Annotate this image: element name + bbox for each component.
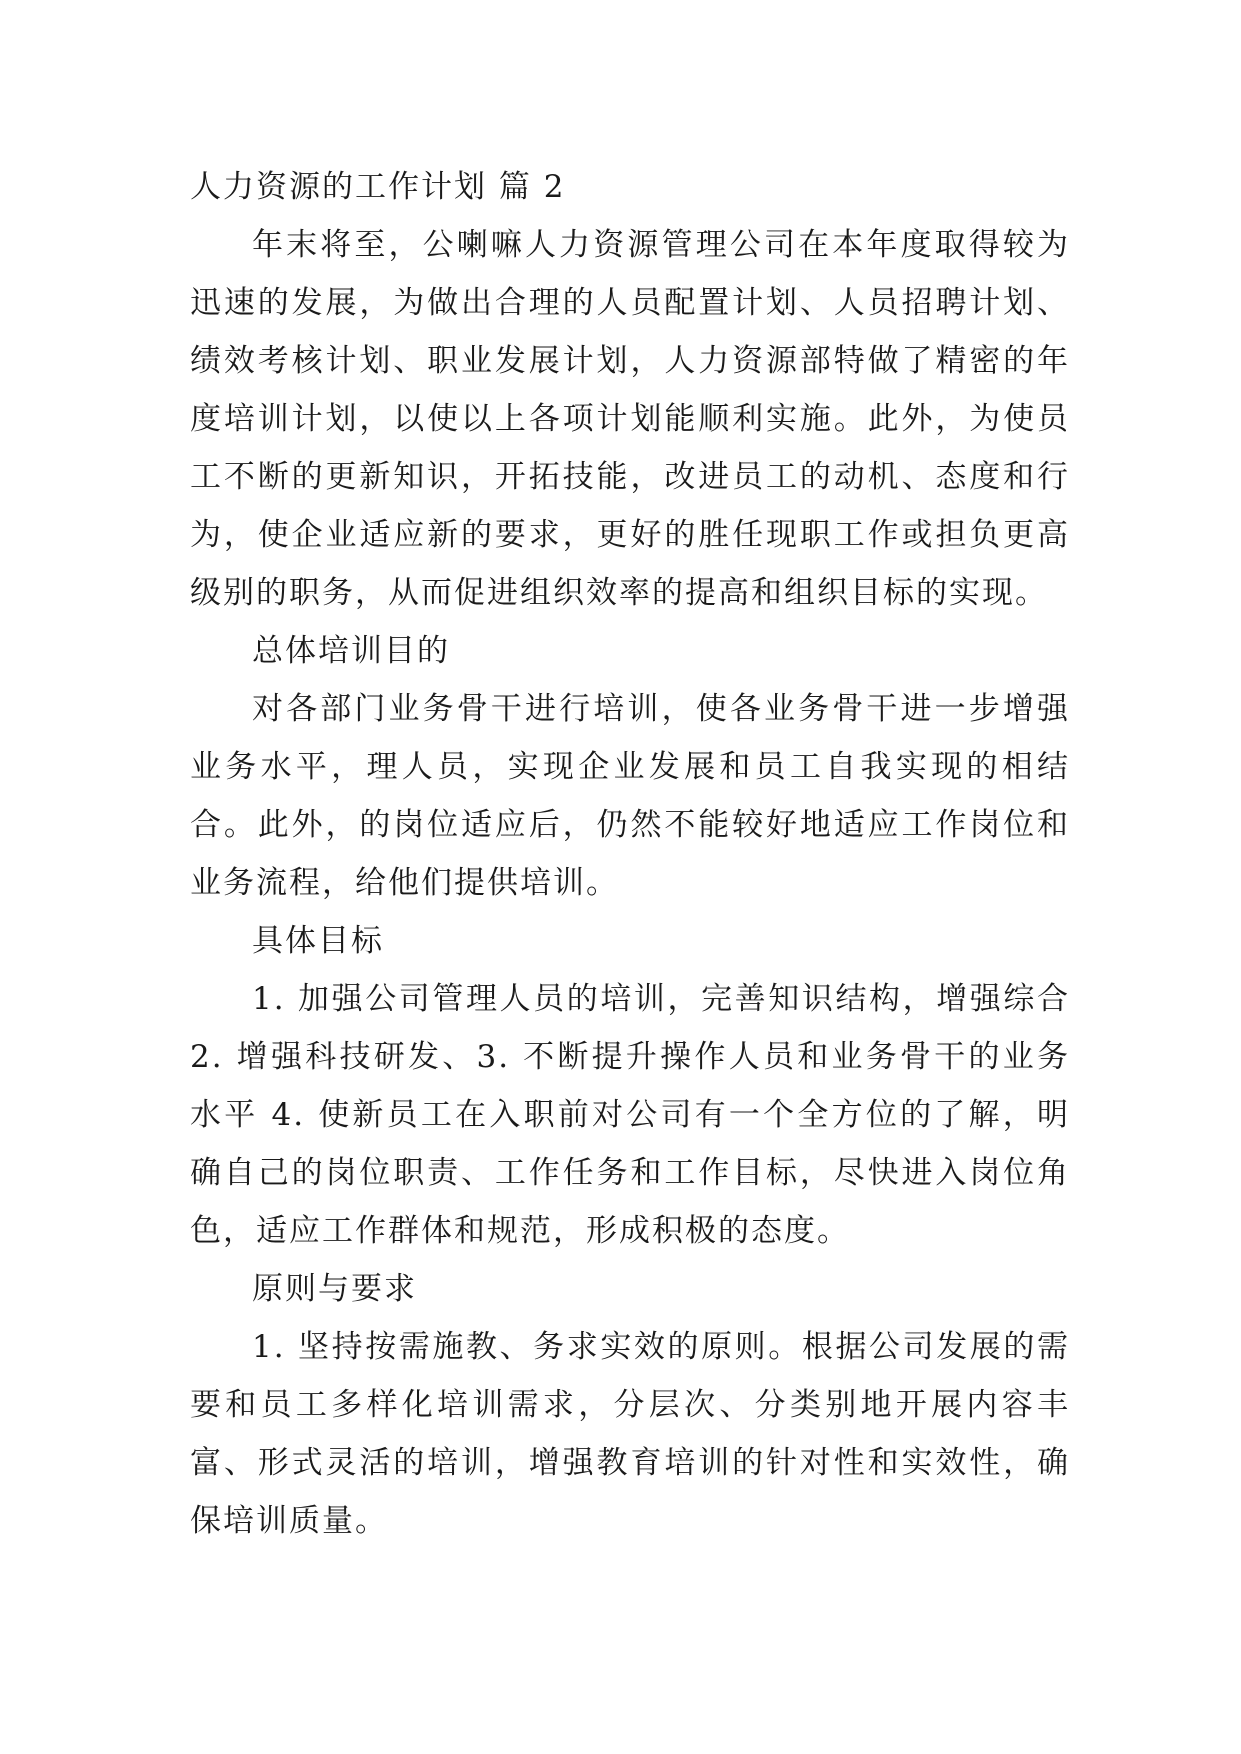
document-body bbox=[190, 158, 1070, 1550]
heading-specific-goals: 具体目标 bbox=[252, 923, 384, 959]
paragraph-intro: 年末将至，公喇嘛人力资源管理公司在本年度取得较为迅速的发展，为做出合理的人员配置计划、人员招聘计划、绩效考核计划、职业发展计划，人力资源部特做了精密的年度培训计划，以使以上各项计划能顺利实施。此外，为使员工不断的更新知识，开拓技能，改进员工的动机、态度和行为，使企业适应新的要求，更好的胜任现职工作或担负更高级别的职务，从而促进组织效率的提高和组织目标的实现。 bbox=[190, 227, 1070, 611]
paragraph-overall-training-goal: 对各部门业务骨干进行培训，使各业务骨干进一步增强业务水平，理人员，实现企业发展和员工自我实现的相结合。此外，的岗位适应后，仍然不能较好地适应工作岗位和业务流程，给他们提供培训。 bbox=[190, 691, 1070, 901]
document-title: 人力资源的工作计划 篇 2 bbox=[190, 169, 566, 205]
paragraph-principles-requirements: 1. 坚持按需施教、务求实效的原则。根据公司发展的需要和员工多样化培训需求，分层次、分类别地开展内容丰富、形式灵活的培训，增强教育培训的针对性和实效性，确保培训质量。 bbox=[190, 1329, 1070, 1539]
heading-principles-requirements: 原则与要求 bbox=[252, 1271, 417, 1307]
heading-overall-training-goal: 总体培训目的 bbox=[252, 633, 450, 669]
paragraph-specific-goals: 1. 加强公司管理人员的培训，完善知识结构，增强综合 2. 增强科技研发、3. 不断提升操作人员和业务骨干的业务水平 4. 使新员工在入职前对公司有一个全方位的了解，明确自己的岗位职责、工作任务和工作目标，尽快进入岗位角色，适应工作群体和规范，形成积极的态度。 bbox=[190, 981, 1070, 1249]
